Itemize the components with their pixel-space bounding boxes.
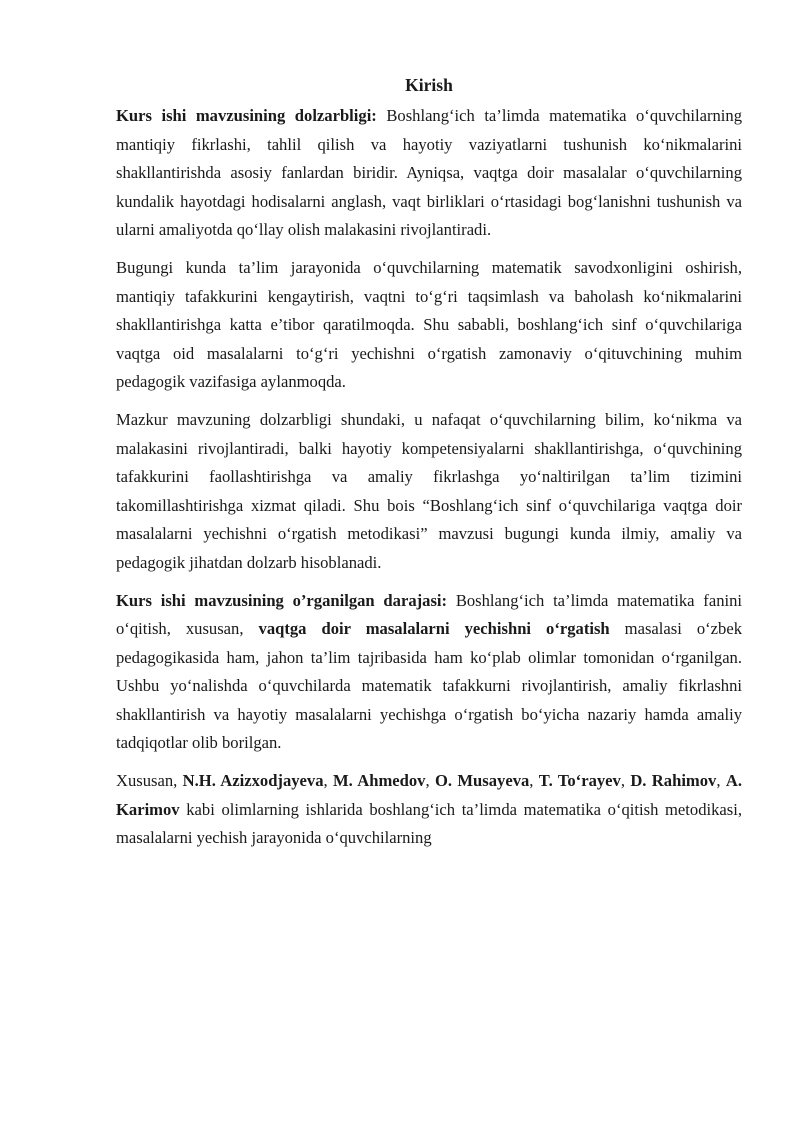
study-level-text-2: masalasi o‘zbek pedagogikasida ham, jahon ta’lim tajribasida ham ko‘plab olimlar tomonidan o‘rganilgan. Ushbu yo‘nalishda o‘quvchilarda matematik tafakkurni rivojlantirish, amaliy fikrlashni shakllantirish va hayotiy masalalarni yechishga o‘rgatish bo‘yicha nazariy hamda amaliy tadqiqotlar olib borilgan. [116, 619, 742, 753]
scholar-name: O. Musayeva [434, 771, 530, 791]
document-page [116, 72, 742, 862]
study-level-emphasis: vaqtga doir masalalarni yechishni o‘rgatish [258, 619, 610, 639]
separator: , [716, 771, 726, 791]
study-level-heading: Kurs ishi mavzusining o’rganilgan darajasi: [116, 590, 448, 610]
significance-text: Mazkur mavzuning dolzarbligi shundaki, u nafaqat o‘quvchilarning bilim, ko‘nikma va malakasini rivojlantiradi, balki hayotiy kompetensiyalarni shakllantirishga, o‘quvchining tafakkurini faollashtirishga va amaliy fikrlashga yo‘naltirilgan ta’lim tizimini takomillashtirishga xizmat qiladi. Shu bois “Boshlang‘ich sinf o‘quvchilariga vaqtga doir masalalarni yechishni o‘rgatish metodikasi” mavzusi bugungi kunda ilmiy, amaliy va pedagogik jihatdan dolzarb hisoblanadi. [116, 409, 742, 572]
scholars-text: kabi olimlarning ishlarida boshlang‘ich ta’limda matematika o‘qitish metodikasi, masalalarni yechish jarayonida o‘quvchilarning [116, 799, 742, 848]
page-title: Kirish [405, 75, 453, 95]
scholars-intro: Xususan, [116, 771, 183, 791]
separator: , [529, 771, 539, 791]
scholar-name: M. Ahmedov [333, 771, 426, 791]
scholar-name: T. To‘rayev [538, 771, 621, 791]
relevance-text: Boshlang‘ich ta’limda matematika o‘quvchilarning mantiqiy fikrlashi, tahlil qilish va hayotiy vaziyatlarni tushunish ko‘nikmalarini shakllantirishda asosiy fanlardan biridir. Ayniqsa, vaqtga doir masalalar o‘quvchilarning kundalik hayotdagi hodisalarni anglash, vaqt birliklari o‘rtasidagi bog‘lanishni tushunish va ularni amaliyotda qo‘llay olish malakasini rivojlantiradi. [116, 106, 742, 240]
paragraph-scholars [116, 767, 742, 853]
separator: , [620, 771, 631, 791]
scholar-name: D. Rahimov [630, 771, 717, 791]
scholar-name: A. Karimov [116, 771, 742, 819]
separator: , [425, 771, 435, 791]
today-text: Bugungi kunda ta’lim jarayonida o‘quvchilarning matematik savodxonligini oshirish, mantiqiy tafakkurini kengaytirish, vaqtni to‘g‘ri taqsimlash va baholash ko‘nikmalarini shakllantirishga katta e’tibor qaratilmoqda. Shu sababli, boshlang‘ich sinf o‘quvchilariga vaqtga oid masalalarni to‘g‘ri yechishni o‘rgatish zamonaviy o‘qituvchining muhim pedagogik vazifasiga aylanmoqda. [116, 257, 742, 392]
relevance-heading: Kurs ishi mavzusining dolzarbligi: [116, 106, 377, 125]
separator: , [323, 771, 334, 791]
paragraph-study-level [116, 587, 742, 759]
paragraph-relevance [116, 102, 742, 245]
study-level-text-1: Boshlang‘ich ta’limda matematika fanini o‘qitish, xususan, [116, 590, 743, 639]
paragraph-today [116, 254, 742, 397]
paragraph-significance [116, 406, 742, 578]
scholar-name: N.H. Azizxodjayeva [182, 771, 324, 791]
